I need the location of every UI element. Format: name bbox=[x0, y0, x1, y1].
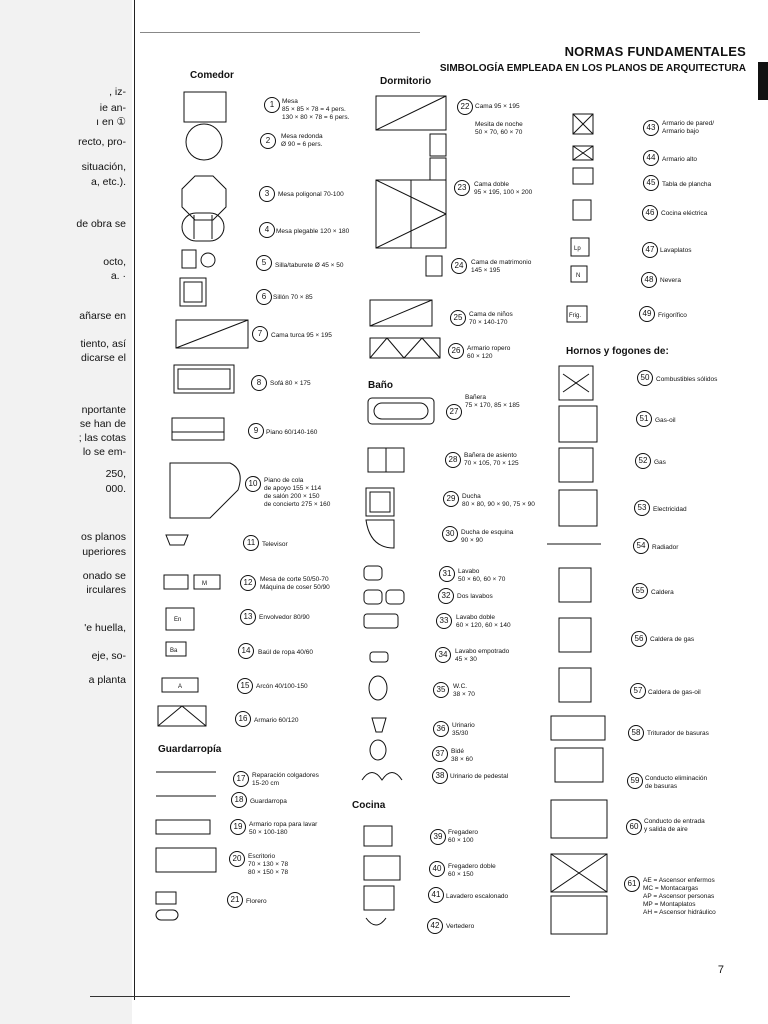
symbol-number: 33 bbox=[436, 613, 452, 629]
top-rule bbox=[140, 32, 420, 33]
left-fragment: tiento, así bbox=[80, 338, 126, 350]
symbol-label: Armario ropero 60 × 120 bbox=[467, 345, 511, 360]
symbol-number: 26 bbox=[448, 343, 464, 359]
symbol-number: 29 bbox=[443, 491, 459, 507]
left-fragment: , iz- bbox=[109, 86, 126, 98]
symbol-label: Urinario de pedestal bbox=[450, 773, 509, 780]
electric-stove-symbol bbox=[573, 200, 591, 220]
left-fragment: onado se bbox=[82, 570, 126, 582]
symbol-number: 56 bbox=[631, 631, 647, 647]
symbol-label: Mesita de noche 50 × 70, 60 × 70 bbox=[475, 121, 523, 136]
symbol-number: 43 bbox=[643, 120, 659, 136]
symbol-label: Cama 95 × 195 bbox=[475, 103, 520, 110]
symbol-label: Nevera bbox=[660, 277, 681, 284]
symbol-number: 31 bbox=[439, 566, 455, 582]
symbol-number: 28 bbox=[445, 452, 461, 468]
symbol-label: Cama de matrimonio 145 × 195 bbox=[471, 259, 532, 274]
left-fragment: ie an- bbox=[99, 102, 126, 114]
symbol-number: 30 bbox=[442, 526, 458, 542]
left-fragment: 250, bbox=[105, 468, 126, 480]
previous-page-strip bbox=[0, 0, 132, 1024]
laundry-cabinet-symbol bbox=[156, 820, 210, 834]
symbol-label: Vertedero bbox=[446, 923, 475, 930]
symbol-label: Mesa poligonal 70-100 bbox=[278, 191, 344, 198]
symbol-label: Piano de cola de apoyo 155 × 114 de salón 200 × 150 de concierto 275 × 160 bbox=[264, 477, 331, 508]
section-dormitorio: Dormitorio bbox=[380, 76, 432, 87]
cocina-hornos-symbols bbox=[545, 108, 645, 928]
air-duct-symbol bbox=[551, 800, 607, 838]
symbol-number: 25 bbox=[450, 310, 466, 326]
washbasin-symbol bbox=[364, 566, 382, 580]
symbol-number: 12 bbox=[240, 575, 256, 591]
symbol-label: Fregadero 60 × 100 bbox=[448, 829, 478, 844]
symbol-label: Conducto eliminación de basuras bbox=[645, 775, 708, 790]
symbol-label: Urinario 35/30 bbox=[452, 722, 475, 737]
symbol-label: Dos lavabos bbox=[457, 593, 493, 600]
left-fragment: nportante bbox=[81, 404, 126, 416]
gas-boiler-symbol bbox=[559, 618, 591, 652]
double-sink-symbol bbox=[364, 856, 400, 880]
symbol-number: 40 bbox=[429, 861, 445, 877]
symbol-number: 57 bbox=[630, 683, 646, 699]
electricity-symbol bbox=[559, 490, 597, 526]
symbol-label: Frigorífico bbox=[658, 312, 687, 319]
urinal-symbol bbox=[372, 718, 386, 732]
symbol-number: 3 bbox=[259, 186, 275, 202]
symbol-label: Mesa plegable 120 × 180 bbox=[276, 228, 350, 235]
symbol-label: Lavabo empotrado 45 × 30 bbox=[455, 648, 510, 663]
symbol-label: Radiador bbox=[652, 544, 679, 551]
symbol-label: Guardarropa bbox=[250, 798, 287, 805]
hydraulic-elevator-symbol bbox=[551, 896, 607, 934]
left-fragment: lo se em- bbox=[82, 446, 126, 458]
pedestal-urinal-symbol bbox=[362, 773, 402, 781]
symbol-label: Piano 60/140-160 bbox=[266, 429, 318, 436]
symbol-label: Lavadero escalonado bbox=[446, 893, 509, 900]
symbol-number: 14 bbox=[238, 643, 254, 659]
svg-text:A: A bbox=[178, 684, 183, 690]
symbol-number: 18 bbox=[231, 792, 247, 808]
symbol-label: Caldera bbox=[651, 589, 674, 596]
section-comedor: Comedor bbox=[190, 70, 234, 81]
symbol-label: Armario alto bbox=[662, 156, 698, 163]
piano-symbol bbox=[172, 418, 224, 440]
corner-shower-symbol bbox=[366, 520, 394, 548]
section-hornos: Hornos y fogones de: bbox=[566, 346, 669, 357]
symbol-label: Florero bbox=[246, 898, 267, 905]
grand-piano-symbol bbox=[170, 463, 240, 518]
symbol-number: 44 bbox=[643, 150, 659, 166]
symbol-label: Baúl de ropa 40/60 bbox=[258, 649, 313, 656]
garbage-disposal-symbol bbox=[551, 716, 605, 740]
symbol-number: 11 bbox=[243, 535, 259, 551]
left-fragment: a, etc.). bbox=[90, 176, 126, 188]
comedor-guardarropia-symbols bbox=[150, 80, 370, 940]
page-title: NORMAS FUNDAMENTALES bbox=[564, 44, 746, 59]
section-cocina: Cocina bbox=[352, 800, 386, 811]
symbol-number: 42 bbox=[427, 918, 443, 934]
symbol-number: 22 bbox=[457, 99, 473, 115]
symbol-label: Bañera 75 × 170, 85 × 185 bbox=[465, 394, 520, 409]
two-washbasins-symbol bbox=[364, 590, 382, 604]
dormitorio-bano-cocina-symbols bbox=[360, 90, 550, 940]
left-fragment: a. · bbox=[110, 270, 126, 282]
svg-text:Ba: Ba bbox=[170, 648, 178, 654]
round-table-symbol bbox=[186, 124, 222, 160]
svg-text:N: N bbox=[576, 273, 581, 279]
symbol-number: 7 bbox=[252, 326, 268, 342]
symbol-label: Tabla de plancha bbox=[662, 181, 712, 188]
symbol-label: Electricidad bbox=[653, 506, 687, 513]
page-number: 7 bbox=[717, 964, 724, 976]
symbol-number: 36 bbox=[433, 721, 449, 737]
wc-symbol bbox=[369, 676, 387, 700]
left-fragment: ; las cotas bbox=[78, 432, 126, 444]
symbol-label: Lavabo doble 60 × 120, 60 × 140 bbox=[456, 614, 511, 629]
bidet-symbol bbox=[370, 740, 386, 760]
symbol-label: Caldera de gas-oil bbox=[648, 689, 701, 696]
page-fold-line bbox=[134, 0, 135, 1000]
chair-symbol bbox=[182, 250, 196, 268]
symbol-number: 59 bbox=[627, 773, 643, 789]
left-fragment: octo, bbox=[103, 256, 126, 268]
left-fragment: ı en ① bbox=[96, 116, 126, 128]
symbol-label: Mesa redonda Ø 90 = 6 pers. bbox=[281, 133, 323, 148]
cutting-table-symbol bbox=[164, 575, 188, 589]
symbol-label: Cama turca 95 × 195 bbox=[271, 332, 332, 339]
symbol-label: Televisor bbox=[262, 541, 288, 548]
boiler-symbol bbox=[559, 568, 591, 602]
symbol-number: 1 bbox=[264, 97, 280, 113]
symbol-label: Conducto de entrada y salida de aire bbox=[644, 818, 705, 833]
symbol-number: 52 bbox=[635, 453, 651, 469]
symbol-label: Sillón 70 × 85 bbox=[273, 294, 313, 301]
left-fragment: añarse en bbox=[79, 310, 126, 322]
symbol-label: Escritorio 70 × 130 × 78 80 × 150 × 78 bbox=[248, 853, 289, 876]
symbol-label: Triturador de basuras bbox=[647, 730, 709, 737]
symbol-label: Lavaplatos bbox=[660, 247, 692, 254]
symbol-number: 41 bbox=[428, 887, 444, 903]
left-fragment: eje, so- bbox=[91, 650, 126, 662]
symbol-number: 46 bbox=[642, 205, 658, 221]
svg-text:En: En bbox=[174, 617, 182, 623]
symbol-label: W.C. 38 × 70 bbox=[453, 683, 475, 698]
chapter-tab bbox=[758, 62, 768, 100]
left-fragment: situación, bbox=[81, 161, 126, 173]
left-fragment: se han de bbox=[79, 418, 126, 430]
left-fragment: 'e huella, bbox=[84, 622, 126, 634]
symbol-label: Cama doble 95 × 195, 100 × 200 bbox=[474, 181, 533, 196]
symbol-number: 19 bbox=[230, 819, 246, 835]
symbol-number: 35 bbox=[433, 682, 449, 698]
symbol-number: 15 bbox=[237, 678, 253, 694]
symbol-label: Combustibles sólidos bbox=[656, 376, 718, 383]
section-bano: Baño bbox=[368, 380, 393, 391]
symbol-number: 53 bbox=[634, 500, 650, 516]
symbol-number: 45 bbox=[643, 175, 659, 191]
symbol-label: Cocina eléctrica bbox=[661, 210, 708, 217]
symbol-number: 47 bbox=[642, 242, 658, 258]
symbol-number: 49 bbox=[639, 306, 655, 322]
symbol-number: 16 bbox=[235, 711, 251, 727]
table-symbol bbox=[184, 92, 226, 122]
symbol-number: 50 bbox=[637, 370, 653, 386]
folding-table-symbol bbox=[182, 213, 224, 241]
symbol-number: 23 bbox=[454, 180, 470, 196]
symbol-label: Armario ropa para lavar 50 × 100-180 bbox=[249, 821, 318, 836]
left-fragment: irculares bbox=[86, 584, 126, 596]
symbol-label: Arcón 40/100-150 bbox=[256, 683, 308, 690]
sink-symbol bbox=[364, 826, 392, 846]
left-fragment: uperiores bbox=[82, 546, 126, 558]
garbage-chute-symbol bbox=[555, 748, 603, 782]
symbol-number: 51 bbox=[636, 411, 652, 427]
left-fragment: recto, pro- bbox=[78, 136, 126, 148]
symbol-number: 10 bbox=[245, 476, 261, 492]
symbol-label: Caldera de gas bbox=[650, 636, 695, 643]
symbol-label: Armario de pared/ Armario bajo bbox=[662, 120, 715, 135]
left-fragment: 000. bbox=[105, 483, 126, 495]
symbol-number: 20 bbox=[229, 851, 245, 867]
symbol-label: Reparación colgadores 15-20 cm bbox=[252, 772, 319, 787]
symbol-label: Gas bbox=[654, 459, 666, 466]
symbol-label: Silla/taburete Ø 45 × 50 bbox=[275, 262, 344, 269]
bedside-symbol bbox=[426, 256, 442, 276]
vase-symbol bbox=[156, 892, 176, 904]
symbol-number: 48 bbox=[641, 272, 657, 288]
symbol-label: Mesa de corte 50/50-70 Máquina de coser 50/90 bbox=[260, 576, 330, 591]
symbol-number: 38 bbox=[432, 768, 448, 784]
svg-text:Lp: Lp bbox=[574, 246, 581, 252]
symbol-label: Bidé 38 × 60 bbox=[451, 748, 473, 763]
symbol-label: Armario 60/120 bbox=[254, 717, 299, 724]
svg-text:M: M bbox=[202, 581, 207, 587]
symbol-number: 34 bbox=[435, 647, 451, 663]
oil-boiler-symbol bbox=[559, 668, 591, 702]
symbol-number: 24 bbox=[451, 258, 467, 274]
symbol-label: Ducha 80 × 80, 90 × 90, 75 × 90 bbox=[462, 493, 535, 508]
symbol-number: 17 bbox=[233, 771, 249, 787]
symbol-number: 55 bbox=[632, 583, 648, 599]
symbol-number: 61 bbox=[624, 876, 640, 892]
wardrobe-symbol bbox=[158, 706, 206, 726]
symbol-label: AE = Ascensor enfermos MC = Montacargas AP = Ascensor personas MP = Montaplatos AH = Ascensor hidráulico bbox=[643, 877, 716, 916]
symbol-number: 60 bbox=[626, 819, 642, 835]
symbol-number: 2 bbox=[260, 133, 276, 149]
symbol-number: 5 bbox=[256, 255, 272, 271]
ironing-board-symbol bbox=[573, 168, 593, 184]
symbol-number: 8 bbox=[251, 375, 267, 391]
symbol-number: 54 bbox=[633, 538, 649, 554]
symbol-number: 9 bbox=[248, 423, 264, 439]
symbol-label: Cama de niños 70 × 140-170 bbox=[469, 311, 513, 326]
symbol-number: 27 bbox=[446, 404, 462, 420]
section-guardarropia: Guardarropía bbox=[158, 744, 222, 755]
symbol-number: 58 bbox=[628, 725, 644, 741]
television-symbol bbox=[166, 535, 188, 545]
symbol-label: Sofá 80 × 175 bbox=[270, 380, 311, 387]
symbol-label: Ducha de esquina 90 × 90 bbox=[461, 529, 514, 544]
symbol-label: Fregadero doble 60 × 150 bbox=[448, 863, 496, 878]
symbol-number: 32 bbox=[438, 588, 454, 604]
left-fragment: os planos bbox=[81, 531, 126, 543]
slop-sink-symbol bbox=[366, 918, 386, 925]
symbol-number: 21 bbox=[227, 892, 243, 908]
page-subtitle: SIMBOLOGÍA EMPLEADA EN LOS PLANOS DE ARQUITECTURA bbox=[439, 63, 746, 74]
desk-symbol bbox=[156, 848, 216, 872]
symbol-label: Gas-oil bbox=[655, 417, 676, 424]
nightstand-symbol bbox=[430, 134, 446, 156]
left-fragment: dicarse el bbox=[81, 352, 126, 364]
gas-oil-symbol bbox=[559, 406, 597, 442]
symbol-label: Bañera de asiento 70 × 105, 70 × 125 bbox=[464, 452, 519, 467]
symbol-number: 37 bbox=[432, 746, 448, 762]
built-in-basin-symbol bbox=[370, 652, 388, 662]
symbol-number: 39 bbox=[430, 829, 446, 845]
left-fragment: de obra se bbox=[76, 218, 126, 230]
laundry-tub-symbol bbox=[364, 886, 394, 910]
bottom-rule bbox=[90, 996, 570, 997]
svg-text:Frig.: Frig. bbox=[569, 313, 581, 319]
symbol-label: Lavabo 50 × 60, 60 × 70 bbox=[458, 568, 506, 583]
gas-symbol bbox=[559, 448, 593, 482]
double-washbasin-symbol bbox=[364, 614, 398, 628]
closet-symbol bbox=[370, 338, 440, 358]
bathtub-symbol bbox=[368, 398, 434, 424]
symbol-number: 6 bbox=[256, 289, 272, 305]
symbol-number: 4 bbox=[259, 222, 275, 238]
symbol-label: Envolvedor 80/90 bbox=[259, 614, 310, 621]
left-fragment: a planta bbox=[88, 674, 126, 686]
symbol-label: Mesa 85 × 85 × 78 = 4 pers. 130 × 80 × 78 = 6 pers. bbox=[282, 98, 350, 121]
symbol-number: 13 bbox=[240, 609, 256, 625]
